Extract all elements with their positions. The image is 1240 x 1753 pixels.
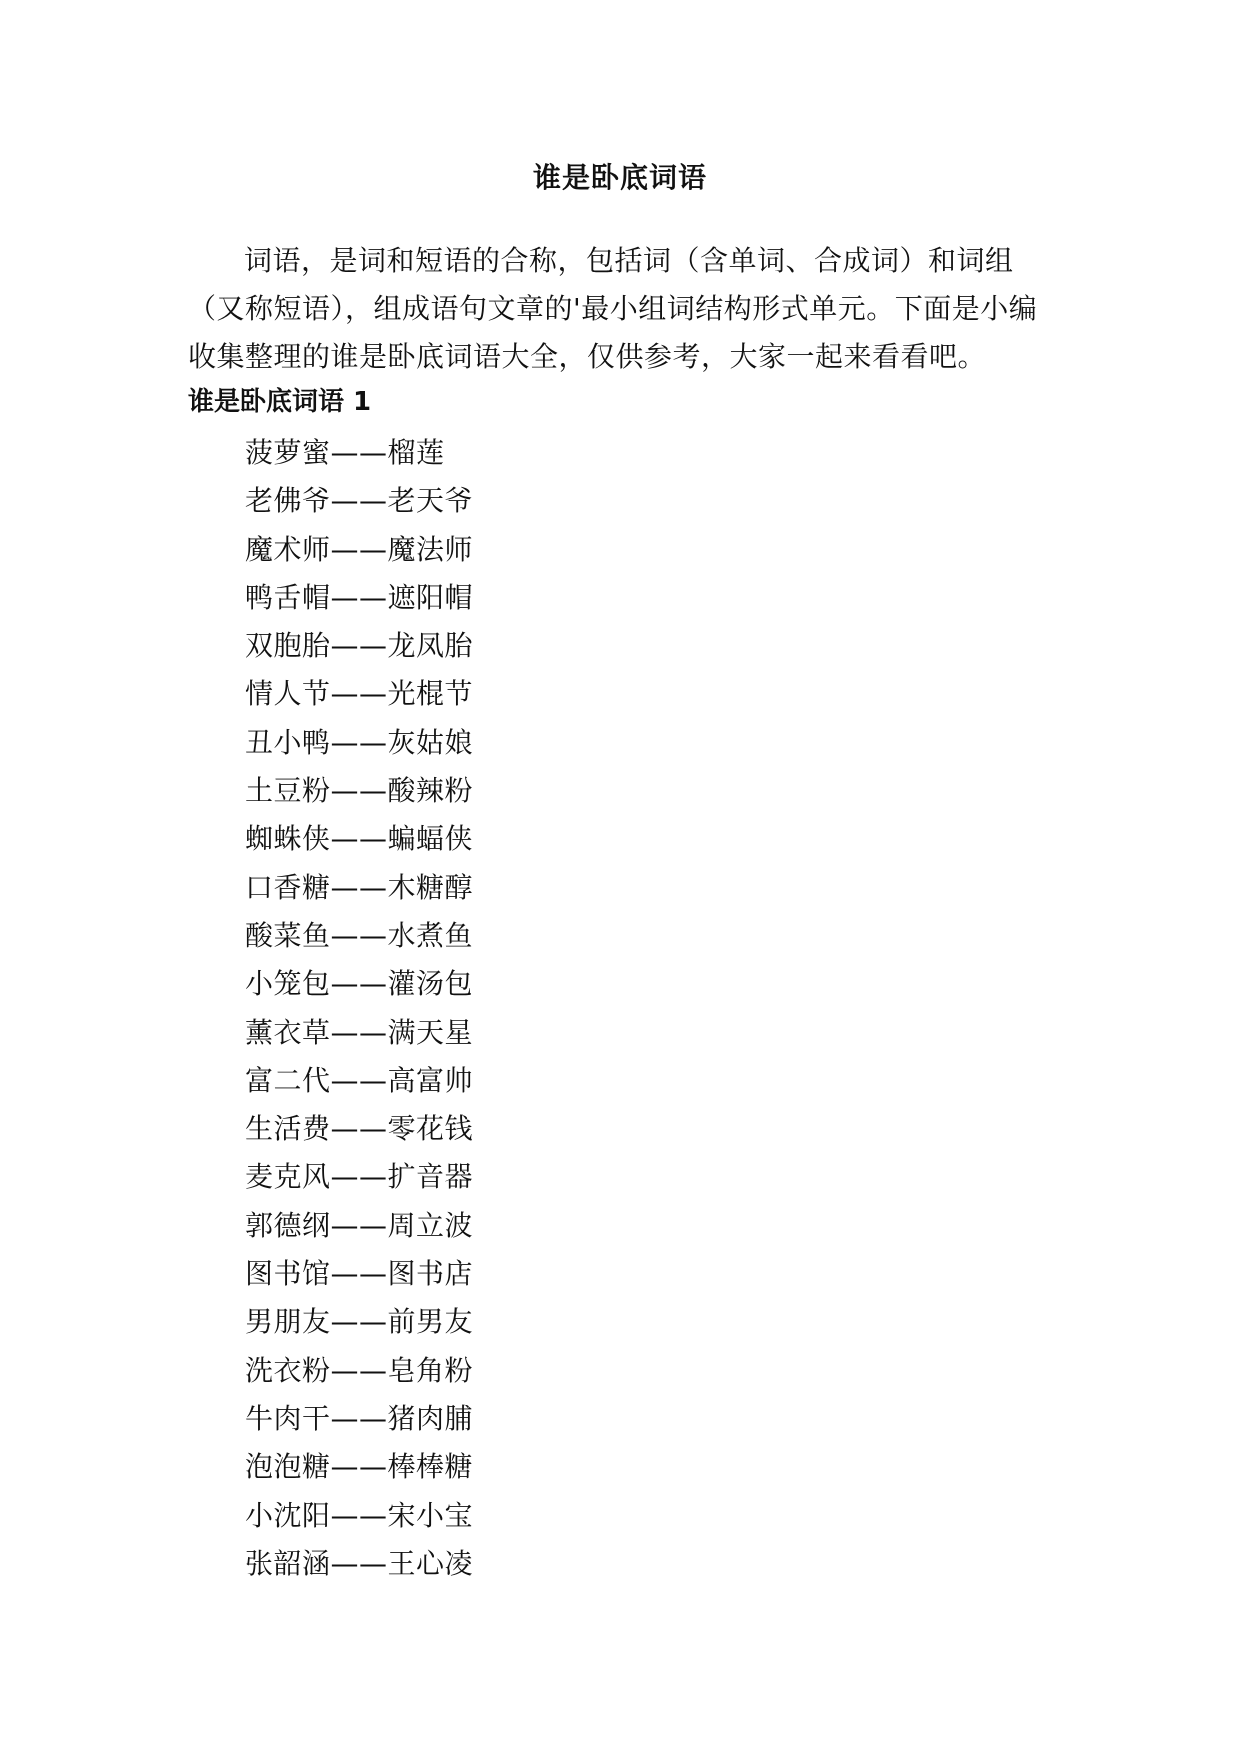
word-pair: 酸菜鱼——水煮鱼 [245, 918, 474, 952]
word-pair: 郭德纲——周立波 [245, 1208, 474, 1242]
word-pair: 土豆粉——酸辣粉 [245, 774, 474, 808]
word-pair: 菠萝蜜——榴莲 [245, 436, 445, 469]
word-pair: 小笼包——灌汤包 [245, 967, 474, 1001]
word-pair: 双胞胎——龙凤胎 [245, 629, 474, 663]
word-pair: 蜘蛛侠——蝙蝠侠 [245, 822, 474, 856]
word-pair: 张韶涵——王心凌 [245, 1546, 474, 1580]
word-pair: 洗衣粉——皂角粉 [245, 1353, 474, 1387]
word-pair-list [245, 429, 473, 1588]
word-pair: 鸭舌帽——遮阳帽 [245, 580, 474, 614]
document-title: 谁是卧底词语 [532, 161, 707, 194]
word-pair: 泡泡糖——棒棒糖 [245, 1450, 474, 1484]
word-pair: 丑小鸭——灰姑娘 [245, 725, 474, 759]
word-pair: 薰衣草——满天星 [245, 1015, 474, 1049]
word-pair: 麦克风——扩音器 [245, 1160, 474, 1194]
intro-paragraph: 词语，是词和短语的合称，包括词（含单词、合成词）和词组（又称短语），组成语句文章的'最小组词结构形式单元。下面是小编收集整理的谁是卧底词语大全，仅供参考，大家一起来看看吧。 [188, 244, 1038, 373]
word-pair: 老佛爷——老天爷 [245, 484, 474, 518]
word-pair: 魔术师——魔法师 [245, 532, 474, 566]
word-pair: 男朋友——前男友 [245, 1305, 474, 1339]
word-pair: 图书馆——图书店 [245, 1257, 474, 1291]
word-pair: 富二代——高富帅 [245, 1063, 474, 1097]
word-pair: 口香糖——木糖醇 [245, 870, 474, 904]
word-pair: 生活费——零花钱 [245, 1112, 474, 1146]
word-pair: 情人节——光棍节 [245, 677, 474, 711]
word-pair: 小沈阳——宋小宝 [245, 1498, 474, 1532]
word-pair: 牛肉干——猪肉脯 [245, 1401, 474, 1435]
section-heading: 谁是卧底词语 1 [188, 387, 372, 417]
